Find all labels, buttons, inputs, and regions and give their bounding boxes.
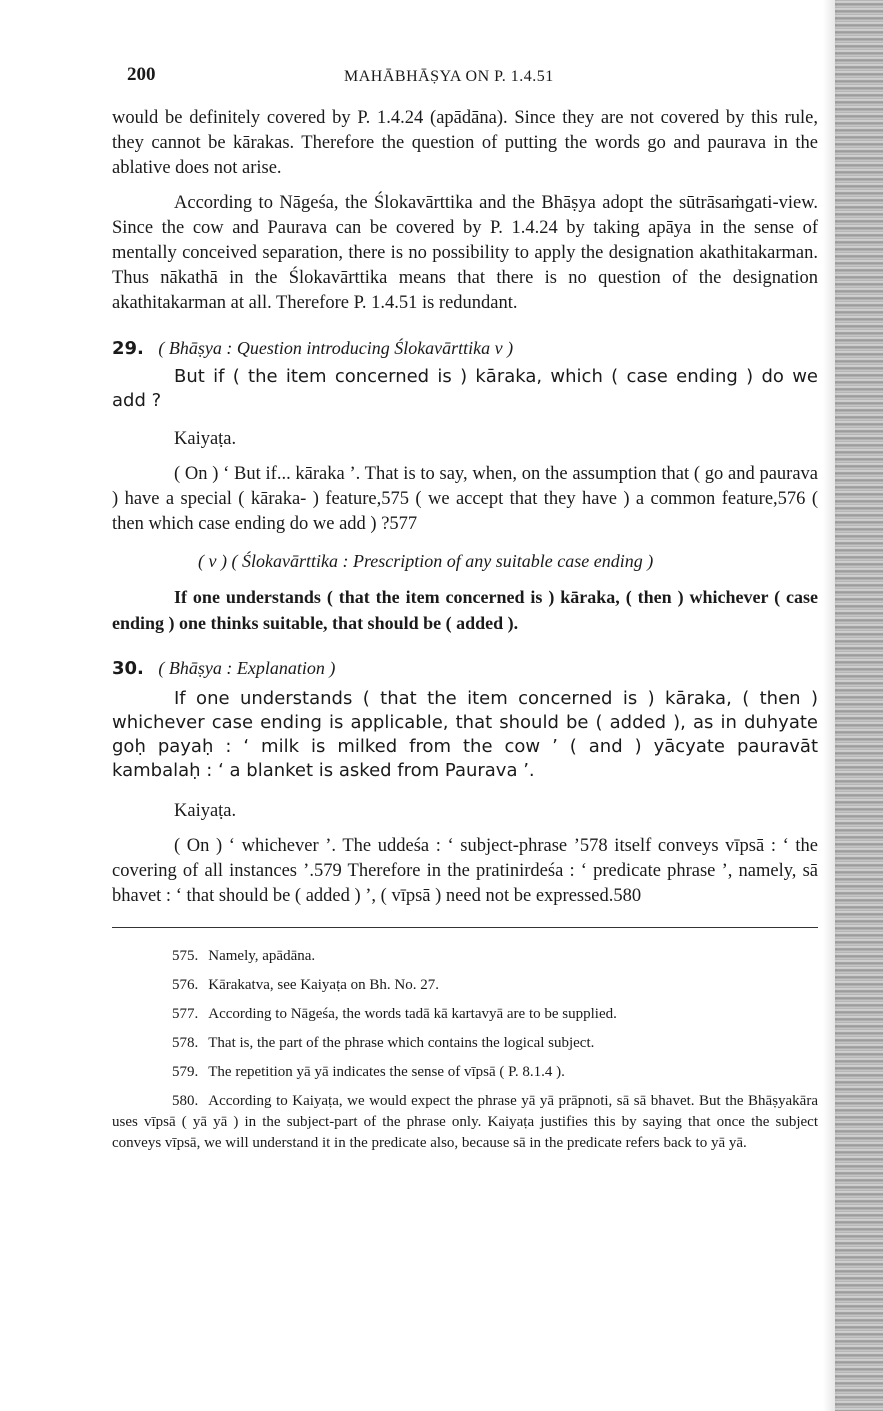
section-29-title: ( Bhāṣya : Question introducing Ślokavārttika v ): [158, 338, 514, 358]
running-head: MAHĀBHĀṢYA ON P. 1.4.51: [344, 68, 554, 85]
footnote-575: 575. Namely, apādāna.: [172, 948, 316, 964]
page-number: 200: [127, 64, 156, 85]
footnote-578: 578. That is, the part of the phrase which contains the logical subject.: [172, 1035, 595, 1051]
paragraph-1: would be definitely covered by P. 1.4.24 (apādāna). Since they are not covered by this rule, they cannot be kārakas. Therefore the question of putting the words go and paurava in the ablative does not arise.: [112, 108, 818, 178]
kaiyata-commentary-1: ( On ) ‘ But if... kāraka ’. That is to say, when, on the assumption that ( go and paurava ) have a special ( kāraka- ) feature,575 ( we accept that they have ) a common feature,576 ( then which case ending do we add ) ?577: [112, 464, 818, 534]
page-edge-scan: [835, 0, 883, 1411]
footnote-576: 576. Kārakatva, see Kaiyaṭa on Bh. No. 27.: [172, 977, 440, 993]
section-29-number: 29.: [112, 338, 144, 359]
footnote-577: 577. According to Nāgeśa, the words tadā kā kartavyā are to be supplied.: [172, 1006, 617, 1022]
page-header: [112, 62, 818, 92]
kaiyata-label-1: Kaiyaṭa.: [174, 429, 237, 449]
footnote-rule: [112, 927, 818, 928]
footnote-579: 579. The repetition yā yā indicates the sense of vīpsā ( P. 8.1.4 ).: [172, 1064, 565, 1080]
book-page: [112, 62, 818, 1154]
section-30-heading: [112, 658, 818, 679]
kaiyata-label-2: Kaiyaṭa.: [174, 801, 237, 821]
section-30-title: ( Bhāṣya : Explanation ): [158, 658, 336, 678]
kaiyata-commentary-2: ( On ) ‘ whichever ’. The uddeśa : ‘ subject-phrase ’578 itself conveys vīpsā : ‘ the covering of all instances ’.579 Therefore in the pratinirdeśa : ‘ predicate phrase ’, namely, sā bhavet : ‘ that should be ( added ) ’, ( vīpsā ) need not be expressed.580: [112, 836, 818, 906]
footnote-580: 580. According to Kaiyaṭa, we would expect the phrase yā yā prāpnoti, sā sā bhavet. But the Bhāṣyakāra uses vīpsā ( yā yā ) in the subject-part of the phrase only. Kaiyaṭa justifies this by saying that once the subject conveys vīpsā, we will understand it in the predicate also, because sā in the predicate refers back to yā yā.: [112, 1093, 818, 1151]
paragraph-2: According to Nāgeśa, the Ślokavārttika and the Bhāṣya adopt the sūtrāsaṁgati-view. Since the cow and Paurava can be covered by P. 1.4.24 by taking apāya in the sense of mentally conceived separation, there is no possibility to apply the designation akathitakarman. Thus nākathā in the Ślokavārttika means that there is no question of the designation akathitakarman at all. Therefore P. 1.4.51 is redundant.: [112, 193, 818, 313]
slokavarttika-heading: ( v ) ( Ślokavārttika : Prescription of any suitable case ending ): [198, 551, 654, 571]
section-30-number: 30.: [112, 658, 144, 679]
footnotes: [112, 942, 818, 1154]
slokavarttika-text: If one understands ( that the item concerned is ) kāraka, ( then ) whichever ( case ending ) one thinks suitable, that should be ( added ).: [112, 587, 818, 633]
section-30-text: If one understands ( that the item concerned is ) kāraka, ( then ) whichever case ending is applicable, that should be ( added ), as in duhyate goḥ payaḥ : ‘ milk is milked from the cow ’ ( and ) yācyate pauravāt kambalaḥ : ‘ a blanket is asked from Paurava ’.: [112, 688, 818, 781]
section-29-text: But if ( the item concerned is ) kāraka, which ( case ending ) do we add ?: [112, 366, 818, 411]
section-29-heading: [112, 338, 818, 359]
